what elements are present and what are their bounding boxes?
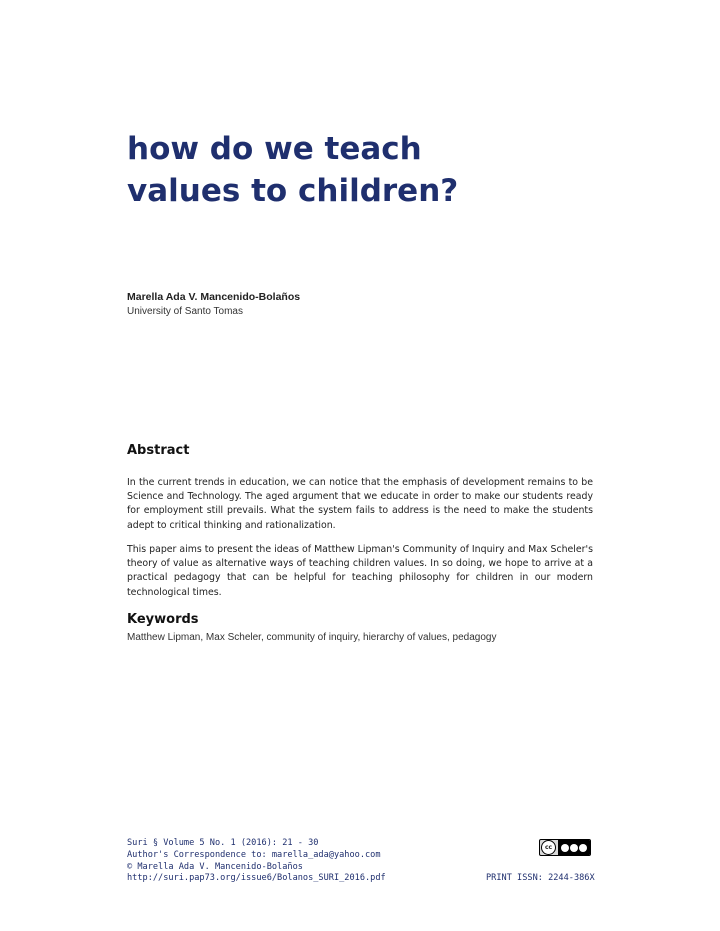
paper-title [127, 128, 607, 212]
paper-title-line-1: how do we teach [127, 131, 422, 167]
footer-correspondence: Author's Correspondence to: marella_ada@yahoo.com [127, 849, 381, 860]
creative-commons-icon[interactable] [539, 839, 591, 856]
abstract-heading: Abstract [127, 443, 190, 458]
abstract-paragraph-1: In the current trends in education, we can notice that the emphasis of development remains to be Science and Technology. The aged argument that we educate in order to make our students ready for employment still prevails. What the system fails to address is the need to make the students adept to critical thinking and rationalization. [127, 477, 593, 531]
footer-url[interactable]: http://suri.pap73.org/issue6/Bolanos_SURI_2016.pdf [127, 873, 386, 884]
keywords-list: Matthew Lipman, Max Scheler, community of inquiry, hierarchy of values, pedagogy [127, 632, 497, 643]
license-terms-icon [558, 840, 590, 855]
nc-icon [570, 844, 578, 852]
by-icon [561, 844, 569, 852]
abstract-paragraph-2: This paper aims to present the ideas of Matthew Lipman's Community of Inquiry and Max Scheler's theory of value as alternative ways of teaching children values. In so doing, we hope to arrive at a practical pedagogy that can be helpful for teaching philosophy for children in our modern technological times. [127, 544, 593, 598]
nd-icon [579, 844, 587, 852]
footer-info [127, 838, 386, 885]
cc-logo-icon: cc [541, 840, 556, 855]
footer-citation: Suri § Volume 5 No. 1 (2016): 21 - 30 [127, 838, 319, 848]
paper-title-line-2: values to children? [127, 173, 459, 209]
print-issn: PRINT ISSN: 2244-386X [486, 873, 595, 883]
footer-copyright: © Marella Ada V. Mancenido-Bolaños [127, 861, 303, 872]
author-affiliation: University of Santo Tomas [127, 306, 243, 317]
author-name: Marella Ada V. Mancenido-Bolaños [127, 291, 301, 303]
keywords-heading: Keywords [127, 612, 199, 627]
